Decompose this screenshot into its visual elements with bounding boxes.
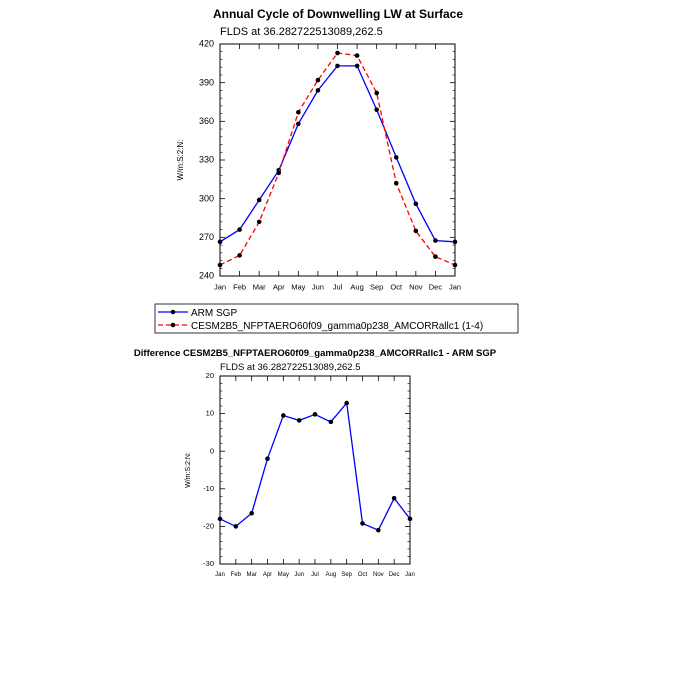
chart1-title: Annual Cycle of Downwelling LW at Surface <box>212 7 464 21</box>
y-tick-label: 390 <box>198 77 214 88</box>
x-tick-label: May <box>291 282 306 292</box>
x-tick-label: Jun <box>294 572 305 578</box>
y-tick-label: -20 <box>203 521 214 531</box>
series-0-point <box>392 496 397 501</box>
chart2-plot-frame <box>220 376 410 564</box>
series-0-point <box>257 198 262 203</box>
series-line-0 <box>220 403 410 530</box>
series-0-point <box>237 227 242 232</box>
y-tick-label: 330 <box>198 154 214 165</box>
series-1-point <box>218 263 223 268</box>
x-tick-label: Dec <box>388 572 400 578</box>
series-0-point <box>297 418 302 423</box>
series-0-point <box>408 517 413 522</box>
series-0-point <box>414 202 419 207</box>
series-1-point <box>433 254 438 259</box>
series-line-1 <box>220 53 455 265</box>
x-tick-label: Jul <box>332 282 343 292</box>
series-0-point <box>249 511 254 516</box>
legend-label-cesm: CESM2B5_NFPTAERO60f09_gamma0p238_AMCORRallc1 (1-4) <box>191 321 484 332</box>
x-tick-label: Nov <box>409 282 423 292</box>
x-tick-label: Oct <box>390 282 403 292</box>
series-0-point <box>374 107 379 112</box>
series-0-point <box>355 64 360 69</box>
y-tick-label: 300 <box>198 193 214 204</box>
x-tick-label: Feb <box>230 572 242 578</box>
x-tick-label: Jan <box>405 572 415 578</box>
series-0-point <box>265 456 270 461</box>
series-0-point <box>394 155 399 160</box>
series-1-point <box>335 51 340 56</box>
series-1-point <box>276 171 281 176</box>
chart2-ylabel: W/m:S:2:N: <box>185 452 192 488</box>
legend-label-arm: ARM SGP <box>191 308 238 319</box>
series-1-point <box>257 220 262 225</box>
series-1-point <box>414 229 419 234</box>
legend-marker-arm <box>171 310 176 315</box>
x-tick-label: Jun <box>311 282 324 292</box>
y-tick-label: 360 <box>198 115 214 126</box>
x-tick-label: Jan <box>448 282 462 292</box>
x-tick-label: Aug <box>350 282 364 292</box>
x-tick-label: Oct <box>357 572 368 578</box>
y-tick-label: 10 <box>205 408 214 418</box>
series-0-point <box>313 412 318 417</box>
y-tick-label: -10 <box>203 483 214 493</box>
y-tick-label: 270 <box>198 231 214 242</box>
annual-cycle-chart <box>155 7 518 333</box>
difference-chart <box>134 348 497 578</box>
legend-marker-cesm <box>171 323 176 328</box>
series-0-point <box>329 420 334 425</box>
x-tick-label: Dec <box>428 282 443 292</box>
y-tick-label: -30 <box>203 559 214 569</box>
x-tick-label: Apr <box>262 572 273 578</box>
series-0-point <box>234 524 239 529</box>
series-0-point <box>376 528 381 533</box>
y-tick-label: 240 <box>198 270 214 281</box>
x-tick-label: Apr <box>272 282 285 292</box>
series-0-point <box>281 413 286 418</box>
series-1-point <box>316 78 321 83</box>
series-1-point <box>355 53 360 58</box>
x-tick-label: May <box>277 572 290 578</box>
chart1-ylabel: W/m:S:2:N: <box>176 139 185 181</box>
series-1-point <box>237 253 242 258</box>
series-1-point <box>296 110 301 115</box>
series-0-point <box>316 88 321 93</box>
x-tick-label: Mar <box>252 282 266 292</box>
chart2-title: Difference CESM2B5_NFPTAERO60f09_gamma0p238_AMCORRallc1 - ARM SGP <box>133 348 497 359</box>
x-tick-label: Jan <box>215 572 225 578</box>
chart1-legend <box>155 304 518 333</box>
x-tick-label: Jul <box>311 572 319 578</box>
y-tick-label: 20 <box>205 371 214 381</box>
series-1-point <box>453 263 458 268</box>
series-0-point <box>218 517 223 522</box>
chart1-subtitle: FLDS at 36.282722513089,262.5 <box>220 26 383 38</box>
series-line-0 <box>220 66 455 242</box>
series-0-point <box>335 64 340 69</box>
series-1-point <box>394 181 399 186</box>
series-0-point <box>344 401 349 406</box>
series-0-point <box>453 240 458 245</box>
series-1-point <box>374 91 379 96</box>
series-0-point <box>218 240 223 245</box>
chart2-subtitle: FLDS at 36.282722513089,262.5 <box>220 362 361 373</box>
series-0-point <box>433 238 438 243</box>
x-tick-label: Mar <box>246 572 257 578</box>
x-tick-label: Nov <box>372 572 384 578</box>
x-tick-label: Aug <box>325 572 337 578</box>
y-tick-label: 420 <box>198 38 214 49</box>
x-tick-label: Sep <box>341 572 353 578</box>
y-tick-label: 0 <box>209 446 214 456</box>
series-0-point <box>296 122 301 127</box>
x-tick-label: Feb <box>233 282 247 292</box>
series-0-point <box>360 521 365 526</box>
x-tick-label: Jan <box>213 282 227 292</box>
chart1-plot-frame <box>220 44 455 276</box>
x-tick-label: Sep <box>369 282 384 292</box>
